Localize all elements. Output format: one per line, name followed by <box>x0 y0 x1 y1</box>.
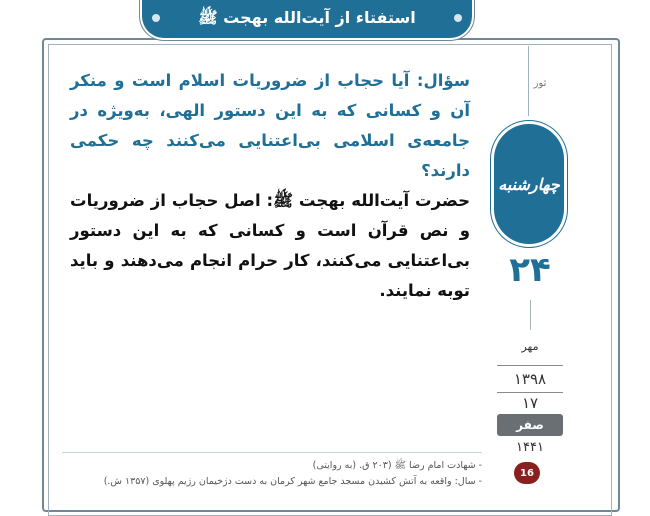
solar-month-small: ثور <box>533 78 547 89</box>
hijri-month-badge <box>497 414 563 436</box>
footnote-line: - شهادت امام رضا ﷺ (۲۰۳ ق. (به روایتی) <box>312 460 482 471</box>
hijri-year: ۱۴۴۱ <box>516 440 544 455</box>
footnote-divider <box>62 452 482 453</box>
day-number: ۲۴ <box>509 250 551 290</box>
solar-month: مهر <box>521 340 539 353</box>
calendar-divider <box>530 300 531 330</box>
footnote-line: - سال: واقعه به آتش کشیدن مسجد جامع شهر کرمان به دست دژخیمان رژیم پهلوی (۱۳۵۷ ش.) <box>103 476 482 487</box>
banner-ornament-left <box>152 14 160 22</box>
weekday-label: چهارشنبه <box>498 174 560 194</box>
solar-year: ۱۳۹۸ <box>513 370 547 388</box>
page-number: 16 <box>520 467 534 479</box>
banner-title: استفتاء از آیت‌الله بهجت ﷺ <box>198 7 416 27</box>
question-text: سؤال: آیا حجاب از ضروریات اسلام است و منکر آن و کسانی که به این دستور الهی، به‌ویژه در جامعه‌ی اسلامی بی‌اعتنایی می‌کنند چه حکمی دارند؟ <box>70 71 470 180</box>
banner-ornament-right <box>454 14 462 22</box>
answer-text: حضرت آیت‌الله بهجت ﷺ: اصل حجاب از ضروریات و نص قرآن است و کسانی که به این دستور بی‌اعتنایی می‌کنند، کار حرام انجام می‌دهند و باید توبه نمایند. <box>70 191 470 300</box>
solar-year-box <box>497 365 563 393</box>
title-banner <box>142 0 472 38</box>
hijri-day: ۱۷ <box>521 394 539 412</box>
footnotes <box>62 458 482 490</box>
page-number-badge <box>514 462 540 484</box>
hijri-month: صفر <box>516 418 544 432</box>
main-content <box>70 66 470 300</box>
weekday-badge <box>494 124 564 244</box>
